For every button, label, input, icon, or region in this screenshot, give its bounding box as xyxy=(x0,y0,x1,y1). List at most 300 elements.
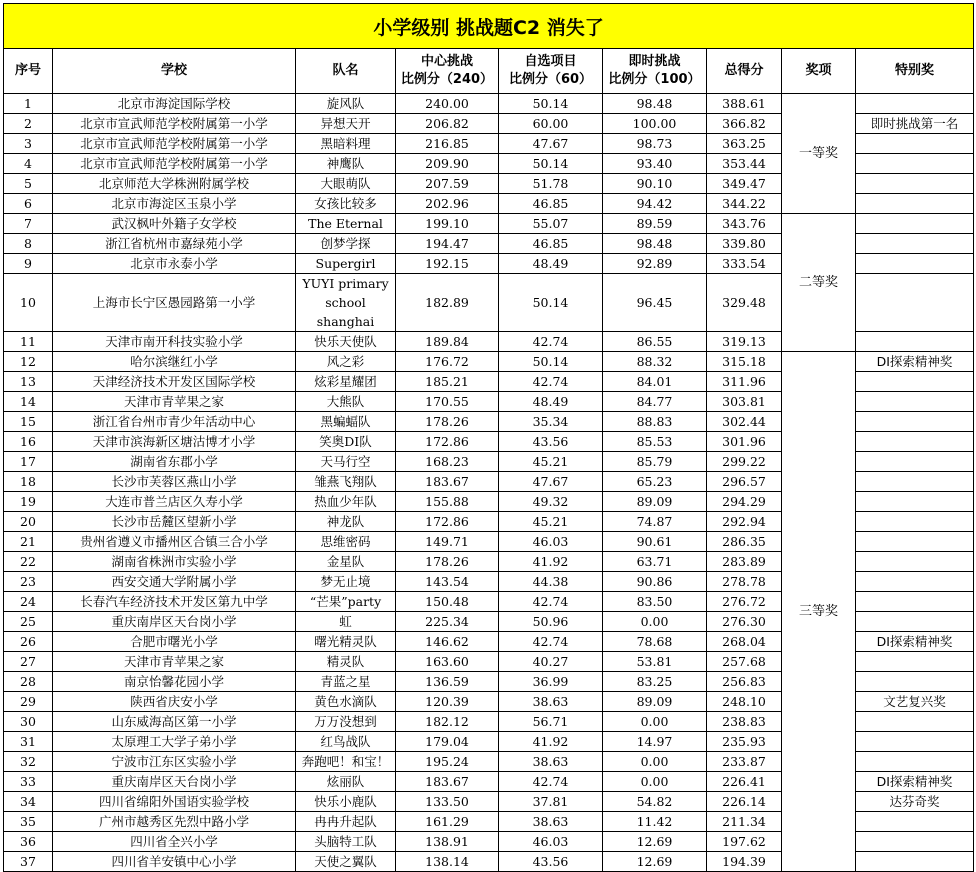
school-cell: 北京市海淀国际学校 xyxy=(53,94,296,114)
school-cell: 天津经济技术开发区国际学校 xyxy=(53,372,296,392)
rank-cell: 28 xyxy=(4,672,53,692)
instant-score-cell: 12.69 xyxy=(603,852,707,872)
optional-score-cell: 45.21 xyxy=(499,512,603,532)
table-row xyxy=(4,352,974,372)
school-cell: 北京市宣武师范学校附属第一小学 xyxy=(53,114,296,134)
team-cell: 大眼萌队 xyxy=(296,174,396,194)
school-cell: 上海市长宁区愚园路第一小学 xyxy=(53,274,296,332)
instant-score-cell: 100.00 xyxy=(603,114,707,134)
special-award-cell xyxy=(856,672,974,692)
optional-score-cell: 47.67 xyxy=(499,472,603,492)
team-cell: 黑蝙蝠队 xyxy=(296,412,396,432)
total-score-cell: 226.14 xyxy=(707,792,782,812)
instant-score-cell: 11.42 xyxy=(603,812,707,832)
center-score-cell: 202.96 xyxy=(396,194,499,214)
optional-score-cell: 47.67 xyxy=(499,134,603,154)
team-cell: 金星队 xyxy=(296,552,396,572)
instant-score-cell: 98.48 xyxy=(603,94,707,114)
special-award-cell xyxy=(856,492,974,512)
rank-cell: 27 xyxy=(4,652,53,672)
total-score-cell: 299.22 xyxy=(707,452,782,472)
instant-score-cell: 85.53 xyxy=(603,432,707,452)
team-cell: 万万没想到 xyxy=(296,712,396,732)
instant-score-cell: 65.23 xyxy=(603,472,707,492)
special-award-cell xyxy=(856,832,974,852)
team-cell: 思维密码 xyxy=(296,532,396,552)
center-score-cell: 189.84 xyxy=(396,332,499,352)
award-cell: 一等奖 xyxy=(782,94,856,214)
center-score-cell: 136.59 xyxy=(396,672,499,692)
table-row xyxy=(4,214,974,234)
total-score-cell: 303.81 xyxy=(707,392,782,412)
special-award-cell xyxy=(856,732,974,752)
team-cell: 异想天开 xyxy=(296,114,396,134)
center-score-cell: 192.15 xyxy=(396,254,499,274)
team-cell: 女孩比较多 xyxy=(296,194,396,214)
special-award-cell xyxy=(856,572,974,592)
team-cell: 炫彩星耀团 xyxy=(296,372,396,392)
rank-cell: 10 xyxy=(4,274,53,332)
center-score-cell: 183.67 xyxy=(396,772,499,792)
instant-score-cell: 90.86 xyxy=(603,572,707,592)
special-award-cell xyxy=(856,552,974,572)
instant-score-cell: 98.48 xyxy=(603,234,707,254)
instant-score-cell: 0.00 xyxy=(603,752,707,772)
rank-cell: 13 xyxy=(4,372,53,392)
instant-score-cell: 12.69 xyxy=(603,832,707,852)
school-cell: 天津市青苹果之家 xyxy=(53,392,296,412)
optional-score-cell: 42.74 xyxy=(499,772,603,792)
rank-cell: 30 xyxy=(4,712,53,732)
school-cell: 贵州省遵义市播州区合镇三合小学 xyxy=(53,532,296,552)
center-score-cell: 155.88 xyxy=(396,492,499,512)
optional-score-cell: 37.81 xyxy=(499,792,603,812)
instant-score-cell: 96.45 xyxy=(603,274,707,332)
special-award-cell xyxy=(856,214,974,234)
team-cell: 快乐小鹿队 xyxy=(296,792,396,812)
rank-cell: 11 xyxy=(4,332,53,352)
team-name-line: YUYI primary xyxy=(302,276,389,291)
school-cell: 南京怡馨花园小学 xyxy=(53,672,296,692)
school-cell: 陕西省庆安小学 xyxy=(53,692,296,712)
center-score-cell: 143.54 xyxy=(396,572,499,592)
special-award-cell xyxy=(856,134,974,154)
center-score-cell: 170.55 xyxy=(396,392,499,412)
special-award-cell xyxy=(856,234,974,254)
optional-score-cell: 42.74 xyxy=(499,332,603,352)
table-body xyxy=(4,94,974,872)
special-award-cell xyxy=(856,852,974,872)
school-cell: 四川省全兴小学 xyxy=(53,832,296,852)
team-cell: 精灵队 xyxy=(296,652,396,672)
optional-score-cell: 38.63 xyxy=(499,752,603,772)
total-score-cell: 248.10 xyxy=(707,692,782,712)
school-cell: 北京市永泰小学 xyxy=(53,254,296,274)
instant-score-cell: 89.09 xyxy=(603,492,707,512)
team-cell: 炫丽队 xyxy=(296,772,396,792)
center-score-cell: 150.48 xyxy=(396,592,499,612)
header-row xyxy=(4,49,974,94)
header-optional-score: 自选项目 比例分（60） xyxy=(499,49,603,94)
header-award: 奖项 xyxy=(782,49,856,94)
special-award-cell xyxy=(856,392,974,412)
optional-score-cell: 36.99 xyxy=(499,672,603,692)
total-score-cell: 292.94 xyxy=(707,512,782,532)
special-award-cell: DI探索精神奖 xyxy=(856,772,974,792)
team-cell: 黄色水滴队 xyxy=(296,692,396,712)
school-cell: 长沙市岳麓区望新小学 xyxy=(53,512,296,532)
center-score-cell: 149.71 xyxy=(396,532,499,552)
school-cell: 宁波市江东区实验小学 xyxy=(53,752,296,772)
team-cell: 红鸟战队 xyxy=(296,732,396,752)
school-cell: 浙江省杭州市嘉绿苑小学 xyxy=(53,234,296,254)
rank-cell: 23 xyxy=(4,572,53,592)
school-cell: 哈尔滨继红小学 xyxy=(53,352,296,372)
center-score-cell: 138.91 xyxy=(396,832,499,852)
optional-score-cell: 55.07 xyxy=(499,214,603,234)
optional-score-cell: 50.96 xyxy=(499,612,603,632)
optional-score-cell: 40.27 xyxy=(499,652,603,672)
optional-score-cell: 50.14 xyxy=(499,352,603,372)
optional-score-cell: 43.56 xyxy=(499,852,603,872)
total-score-cell: 311.96 xyxy=(707,372,782,392)
rank-cell: 14 xyxy=(4,392,53,412)
total-score-cell: 283.89 xyxy=(707,552,782,572)
special-award-cell xyxy=(856,194,974,214)
center-score-cell: 199.10 xyxy=(396,214,499,234)
school-cell: 四川省羊安镇中心小学 xyxy=(53,852,296,872)
rank-cell: 26 xyxy=(4,632,53,652)
team-cell: 旋风队 xyxy=(296,94,396,114)
instant-score-cell: 90.61 xyxy=(603,532,707,552)
rank-cell: 34 xyxy=(4,792,53,812)
center-score-cell: 146.62 xyxy=(396,632,499,652)
center-score-cell: 182.12 xyxy=(396,712,499,732)
team-cell: The Eternal xyxy=(296,214,396,234)
total-score-cell: 349.47 xyxy=(707,174,782,194)
optional-score-cell: 46.03 xyxy=(499,532,603,552)
total-score-cell: 211.34 xyxy=(707,812,782,832)
team-cell: 大熊队 xyxy=(296,392,396,412)
team-name-line: school shanghai xyxy=(316,295,375,329)
optional-score-cell: 35.34 xyxy=(499,412,603,432)
team-cell: 天使之翼队 xyxy=(296,852,396,872)
instant-score-cell: 94.42 xyxy=(603,194,707,214)
header-team: 队名 xyxy=(296,49,396,94)
total-score-cell: 344.22 xyxy=(707,194,782,214)
rank-cell: 2 xyxy=(4,114,53,134)
rank-cell: 9 xyxy=(4,254,53,274)
special-award-cell xyxy=(856,472,974,492)
rank-cell: 32 xyxy=(4,752,53,772)
team-cell: 神鹰队 xyxy=(296,154,396,174)
instant-score-cell: 54.82 xyxy=(603,792,707,812)
total-score-cell: 301.96 xyxy=(707,432,782,452)
special-award-cell xyxy=(856,592,974,612)
team-cell: 黑暗料理 xyxy=(296,134,396,154)
school-cell: 太原理工大学子弟小学 xyxy=(53,732,296,752)
center-score-cell: 133.50 xyxy=(396,792,499,812)
team-cell: 热血少年队 xyxy=(296,492,396,512)
rank-cell: 37 xyxy=(4,852,53,872)
total-score-cell: 286.35 xyxy=(707,532,782,552)
special-award-cell: DI探索精神奖 xyxy=(856,632,974,652)
optional-score-cell: 50.14 xyxy=(499,274,603,332)
optional-score-cell: 49.32 xyxy=(499,492,603,512)
special-award-cell xyxy=(856,332,974,352)
rank-cell: 24 xyxy=(4,592,53,612)
optional-score-cell: 38.63 xyxy=(499,812,603,832)
team-cell: 冉冉升起队 xyxy=(296,812,396,832)
optional-score-cell: 46.85 xyxy=(499,194,603,214)
total-score-cell: 278.78 xyxy=(707,572,782,592)
school-cell: 西安交通大学附属小学 xyxy=(53,572,296,592)
total-score-cell: 363.25 xyxy=(707,134,782,154)
center-score-cell: 168.23 xyxy=(396,452,499,472)
rank-cell: 1 xyxy=(4,94,53,114)
special-award-cell xyxy=(856,174,974,194)
rank-cell: 20 xyxy=(4,512,53,532)
special-award-cell xyxy=(856,752,974,772)
optional-score-cell: 56.71 xyxy=(499,712,603,732)
total-score-cell: 353.44 xyxy=(707,154,782,174)
center-score-cell: 225.34 xyxy=(396,612,499,632)
instant-score-cell: 88.83 xyxy=(603,412,707,432)
school-cell: 重庆南岸区天台岗小学 xyxy=(53,772,296,792)
school-cell: 天津市南开科技实验小学 xyxy=(53,332,296,352)
optional-score-cell: 48.49 xyxy=(499,254,603,274)
school-cell: 天津市青苹果之家 xyxy=(53,652,296,672)
total-score-cell: 294.29 xyxy=(707,492,782,512)
team-cell: “芒果”party xyxy=(296,592,396,612)
total-score-cell: 238.83 xyxy=(707,712,782,732)
rank-cell: 15 xyxy=(4,412,53,432)
center-score-cell: 206.82 xyxy=(396,114,499,134)
team-cell: Supergirl xyxy=(296,254,396,274)
header-total: 总得分 xyxy=(707,49,782,94)
center-score-cell: 178.26 xyxy=(396,412,499,432)
school-cell: 天津市滨海新区塘沽博才小学 xyxy=(53,432,296,452)
school-cell: 重庆南岸区天台岗小学 xyxy=(53,612,296,632)
total-score-cell: 388.61 xyxy=(707,94,782,114)
rank-cell: 3 xyxy=(4,134,53,154)
optional-score-cell: 51.78 xyxy=(499,174,603,194)
optional-score-cell: 42.74 xyxy=(499,632,603,652)
center-score-cell: 194.47 xyxy=(396,234,499,254)
optional-score-cell: 46.85 xyxy=(499,234,603,254)
center-score-cell: 178.26 xyxy=(396,552,499,572)
center-score-cell: 138.14 xyxy=(396,852,499,872)
rank-cell: 8 xyxy=(4,234,53,254)
team-cell: 快乐天使队 xyxy=(296,332,396,352)
team-cell: 创梦学探 xyxy=(296,234,396,254)
rank-cell: 5 xyxy=(4,174,53,194)
instant-score-cell: 74.87 xyxy=(603,512,707,532)
instant-score-cell: 89.09 xyxy=(603,692,707,712)
team-cell: 青蓝之星 xyxy=(296,672,396,692)
instant-score-cell: 98.73 xyxy=(603,134,707,154)
total-score-cell: 319.13 xyxy=(707,332,782,352)
instant-score-cell: 0.00 xyxy=(603,712,707,732)
center-score-cell: 240.00 xyxy=(396,94,499,114)
optional-score-cell: 43.56 xyxy=(499,432,603,452)
instant-score-cell: 88.32 xyxy=(603,352,707,372)
team-cell: 笑奥DI队 xyxy=(296,432,396,452)
total-score-cell: 339.80 xyxy=(707,234,782,254)
school-cell: 北京市宣武师范学校附属第一小学 xyxy=(53,154,296,174)
special-award-cell xyxy=(856,412,974,432)
school-cell: 长沙市芙蓉区燕山小学 xyxy=(53,472,296,492)
optional-score-cell: 60.00 xyxy=(499,114,603,134)
rank-cell: 7 xyxy=(4,214,53,234)
total-score-cell: 235.93 xyxy=(707,732,782,752)
instant-score-cell: 63.71 xyxy=(603,552,707,572)
rank-cell: 6 xyxy=(4,194,53,214)
team-cell: 天马行空 xyxy=(296,452,396,472)
center-score-cell: 172.86 xyxy=(396,432,499,452)
center-score-cell: 176.72 xyxy=(396,352,499,372)
header-center-score: 中心挑战 比例分（240） xyxy=(396,49,499,94)
school-cell: 广州市越秀区先烈中路小学 xyxy=(53,812,296,832)
total-score-cell: 226.41 xyxy=(707,772,782,792)
center-score-cell: 185.21 xyxy=(396,372,499,392)
school-cell: 山东威海高区第一小学 xyxy=(53,712,296,732)
rank-cell: 31 xyxy=(4,732,53,752)
school-cell: 四川省绵阳外国语实验学校 xyxy=(53,792,296,812)
instant-score-cell: 89.59 xyxy=(603,214,707,234)
total-score-cell: 276.30 xyxy=(707,612,782,632)
center-score-cell: 163.60 xyxy=(396,652,499,672)
header-school: 学校 xyxy=(53,49,296,94)
instant-score-cell: 0.00 xyxy=(603,772,707,792)
header-special-award: 特别奖 xyxy=(856,49,974,94)
special-award-cell xyxy=(856,532,974,552)
instant-score-cell: 84.01 xyxy=(603,372,707,392)
team-cell xyxy=(296,274,396,332)
special-award-cell xyxy=(856,94,974,114)
school-cell: 北京师范大学株洲附属学校 xyxy=(53,174,296,194)
rank-cell: 17 xyxy=(4,452,53,472)
special-award-cell xyxy=(856,372,974,392)
school-cell: 湖南省株洲市实验小学 xyxy=(53,552,296,572)
instant-score-cell: 53.81 xyxy=(603,652,707,672)
center-score-cell: 183.67 xyxy=(396,472,499,492)
school-cell: 浙江省台州市青少年活动中心 xyxy=(53,412,296,432)
instant-score-cell: 86.55 xyxy=(603,332,707,352)
total-score-cell: 366.82 xyxy=(707,114,782,134)
optional-score-cell: 50.14 xyxy=(499,94,603,114)
team-cell: 梦无止境 xyxy=(296,572,396,592)
special-award-cell xyxy=(856,612,974,632)
total-score-cell: 194.39 xyxy=(707,852,782,872)
results-table xyxy=(3,3,974,872)
special-award-cell xyxy=(856,512,974,532)
award-cell: 二等奖 xyxy=(782,214,856,352)
optional-score-cell: 41.92 xyxy=(499,552,603,572)
school-cell: 长春汽车经济技术开发区第九中学 xyxy=(53,592,296,612)
special-award-cell xyxy=(856,812,974,832)
rank-cell: 4 xyxy=(4,154,53,174)
optional-score-cell: 48.49 xyxy=(499,392,603,412)
instant-score-cell: 14.97 xyxy=(603,732,707,752)
special-award-cell xyxy=(856,712,974,732)
optional-score-cell: 50.14 xyxy=(499,154,603,174)
center-score-cell: 179.04 xyxy=(396,732,499,752)
total-score-cell: 315.18 xyxy=(707,352,782,372)
center-score-cell: 120.39 xyxy=(396,692,499,712)
optional-score-cell: 38.63 xyxy=(499,692,603,712)
special-award-cell xyxy=(856,274,974,332)
total-score-cell: 256.83 xyxy=(707,672,782,692)
center-score-cell: 216.85 xyxy=(396,134,499,154)
table-title: 小学级别 挑战题C2 消失了 xyxy=(4,4,974,49)
instant-score-cell: 93.40 xyxy=(603,154,707,174)
total-score-cell: 276.72 xyxy=(707,592,782,612)
instant-score-cell: 0.00 xyxy=(603,612,707,632)
award-cell: 三等奖 xyxy=(782,352,856,872)
total-score-cell: 257.68 xyxy=(707,652,782,672)
instant-score-cell: 83.50 xyxy=(603,592,707,612)
special-award-cell: DI探索精神奖 xyxy=(856,352,974,372)
table-row xyxy=(4,94,974,114)
school-cell: 大连市普兰店区久寿小学 xyxy=(53,492,296,512)
center-score-cell: 207.59 xyxy=(396,174,499,194)
rank-cell: 19 xyxy=(4,492,53,512)
header-rank: 序号 xyxy=(4,49,53,94)
special-award-cell xyxy=(856,652,974,672)
team-cell: 雏燕飞翔队 xyxy=(296,472,396,492)
rank-cell: 18 xyxy=(4,472,53,492)
header-instant-score: 即时挑战 比例分（100） xyxy=(603,49,707,94)
total-score-cell: 197.62 xyxy=(707,832,782,852)
special-award-cell: 达芬奇奖 xyxy=(856,792,974,812)
team-cell: 头脑特工队 xyxy=(296,832,396,852)
special-award-cell xyxy=(856,254,974,274)
total-score-cell: 233.87 xyxy=(707,752,782,772)
rank-cell: 22 xyxy=(4,552,53,572)
optional-score-cell: 44.38 xyxy=(499,572,603,592)
school-cell: 武汉枫叶外籍子女学校 xyxy=(53,214,296,234)
instant-score-cell: 83.25 xyxy=(603,672,707,692)
optional-score-cell: 42.74 xyxy=(499,372,603,392)
special-award-cell: 即时挑战第一名 xyxy=(856,114,974,134)
school-cell: 北京市宣武师范学校附属第一小学 xyxy=(53,134,296,154)
rank-cell: 16 xyxy=(4,432,53,452)
team-cell: 虹 xyxy=(296,612,396,632)
special-award-cell xyxy=(856,452,974,472)
school-cell: 湖南省东郡小学 xyxy=(53,452,296,472)
optional-score-cell: 45.21 xyxy=(499,452,603,472)
team-cell: 曙光精灵队 xyxy=(296,632,396,652)
team-cell: 神龙队 xyxy=(296,512,396,532)
rank-cell: 35 xyxy=(4,812,53,832)
total-score-cell: 296.57 xyxy=(707,472,782,492)
instant-score-cell: 85.79 xyxy=(603,452,707,472)
center-score-cell: 161.29 xyxy=(396,812,499,832)
center-score-cell: 172.86 xyxy=(396,512,499,532)
instant-score-cell: 92.89 xyxy=(603,254,707,274)
rank-cell: 33 xyxy=(4,772,53,792)
instant-score-cell: 90.10 xyxy=(603,174,707,194)
school-cell: 北京市海淀区玉泉小学 xyxy=(53,194,296,214)
special-award-cell: 文艺复兴奖 xyxy=(856,692,974,712)
rank-cell: 12 xyxy=(4,352,53,372)
school-cell: 合肥市曙光小学 xyxy=(53,632,296,652)
optional-score-cell: 41.92 xyxy=(499,732,603,752)
rank-cell: 25 xyxy=(4,612,53,632)
team-cell: 奔跑吧！和宝！ xyxy=(296,752,396,772)
total-score-cell: 302.44 xyxy=(707,412,782,432)
